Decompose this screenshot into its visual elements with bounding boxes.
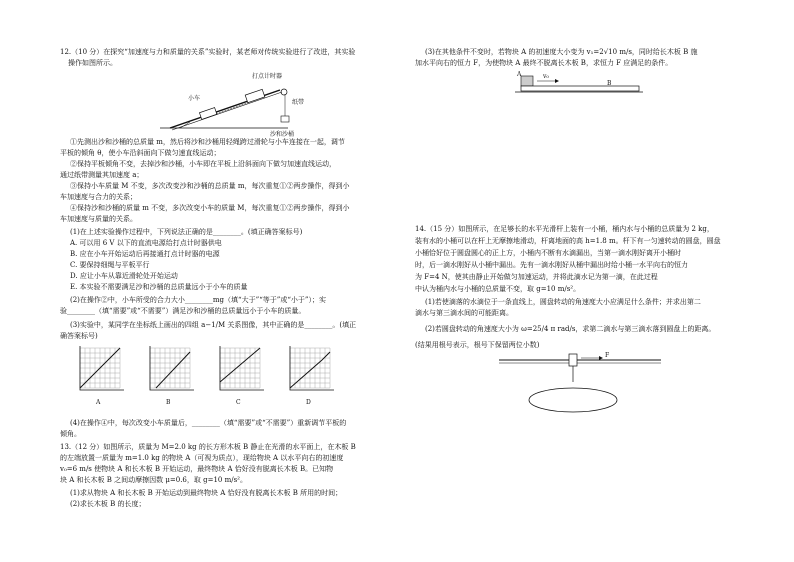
q14-line: 14.（15 分）如图所示，在足够长的水平光滑杆上装有一小桶，桶内水与小桶的总质量为 2 kg， xyxy=(415,225,714,233)
q13-line: (2)求长木板 B 的长度； xyxy=(70,500,146,508)
graph-option-a xyxy=(80,346,124,406)
q12-sub2: (2)在操作②中，小车所受的合力大小________mg（填“大于”“等于”或“小于”）；实 xyxy=(70,296,327,304)
q12-option-d: D. 应让小车从靠近滑轮处开始运动 xyxy=(70,272,178,280)
q13-line: 的左端放置一质量为 m=1.0 kg 的物块 A（可视为质点），现给物块 A 以水平向右的初速度 xyxy=(60,454,344,462)
block-board-figure xyxy=(515,72,645,100)
q14-line: (结果用根号表示，根号下保留两位小数) xyxy=(415,341,540,349)
q12-sub1: (1)在上述实验操作过程中，下列说法正确的是________。(填正确答案标号) xyxy=(70,228,303,236)
graph-letter: A xyxy=(96,399,101,406)
fig-label-b: B xyxy=(607,80,612,87)
q14-line: 中认为桶内水与小桶的总质量不变，取 g=10 m/s²。 xyxy=(415,285,581,293)
q12-step: ②保持平板倾角不变，去掉沙和沙桶，小车即在平板上沿斜面向下做匀加速直线运动， xyxy=(70,160,336,168)
graph-option-b xyxy=(150,346,194,406)
q14-line: 小桶恰好位于圆盘圆心的正上方，小桶内不断有水滴漏出，当第一滴水刚好离开小桶时 xyxy=(415,249,681,257)
q14-line: 滴水与第三滴水间的可能距离。 xyxy=(415,309,513,317)
q12-sub4: (4)在操作④中，每次改变小车质量后，________（填“需要”或“不需要”）重新调节平板的 xyxy=(70,419,347,427)
q12-option-a: A. 可以用 6 V 以下的直流电源给打点计时器供电 xyxy=(70,239,222,247)
fig-label-bucket: 沙和沙桶 xyxy=(270,131,295,138)
q12-step: ③保持小车质量 M 不变，多次改变沙和沙桶的总质量 m，每次重复①②两步操作，得到小 xyxy=(70,182,350,190)
q14-line: 时，后一滴水刚好从小桶中漏出。先有一滴水刚好从桶中漏出时给小桶一水平向右的恒力 xyxy=(415,261,688,269)
q13-line: v₀=6 m/s 使物块 A 和长木板 B 开始运动，最终物块 A 恰好没有脱离长木板 B。已知物 xyxy=(60,465,334,473)
q12-step: 车加速度与合力的关系； xyxy=(60,193,137,201)
q12-step: 平板的倾角 θ，使小车沿斜面向下做匀速直线运动； xyxy=(60,149,221,157)
graph-option-d xyxy=(290,346,334,406)
fig-label-timer: 打点计时器 xyxy=(252,73,283,80)
fig-label-tape: 纸带 xyxy=(292,99,305,106)
q12-step: 车加速度与质量的关系。 xyxy=(60,215,137,223)
q12-sub3-cont: 确答案标号) xyxy=(60,332,98,340)
incline-figure xyxy=(160,70,305,138)
q13-line: 块 A 和长木板 B 之间动摩擦因数 μ=0.6，取 g=10 m/s²。 xyxy=(60,476,247,484)
q14-line: (1)若使滴落的水滴位于一条直线上，圆盘转动的角速度大小应满足什么条件；并求出第二 xyxy=(425,298,701,306)
graph-letter: B xyxy=(166,399,171,406)
q13-sub3-cont: 加水平向右的恒力 F，为使物块 A 最终不脱离长木板 B，求恒力 F 应满足的条件。 xyxy=(415,59,673,67)
q12-step: 通过纸带测量其加速度 a； xyxy=(60,171,144,179)
q12-step: ①先测出沙和沙桶的总质量 m，然后将沙和沙桶用轻绳跨过滑轮与小车连接在一起，调节 xyxy=(70,138,345,146)
q12-option-c: C. 要保持细绳与平板平行 xyxy=(70,261,150,269)
q14-line: (2)若圆盘转动的角速度大小为 ω=25/4 π rad/s，求第二滴水与第三滴水落到圆盘上的距离。 xyxy=(425,325,716,333)
q13-sub3: (3)在其他条件不变时，若物块 A 的初速度大小变为 v₁=2√10 m/s，同时给长木板 B 施 xyxy=(425,48,698,56)
graph-option-c xyxy=(220,346,264,406)
q13-line: 13.（12 分）如图所示，质量为 M=2.0 kg 的长方形木板 B 静止在光滑的水平面上，在木板 B xyxy=(60,443,356,451)
graph-letter: C xyxy=(236,399,241,406)
q12-sub4-cont: 倾角。 xyxy=(60,430,81,438)
graph-letter: D xyxy=(306,399,311,406)
q12-option-e: E. 本实验不需要满足沙和沙桶的总质量远小于小车的质量 xyxy=(70,283,248,291)
fig-label-f: F xyxy=(605,352,610,359)
q12-sub2-cont: 验________（填“需要”或“不需要”）满足沙和沙桶的总质量远小于小车的质量。 xyxy=(60,307,306,315)
fig-label-v0: v₀ xyxy=(543,73,549,80)
graph-options xyxy=(80,344,350,416)
q12-option-b: B. 应在小车开始运动后再接通打点计时器的电源 xyxy=(70,250,220,258)
q14-line: 装有水的小桶可以在杆上无摩擦地滑动，杆离地面的高 h=1.8 m。杆下有一匀速转动的圆盘，圆盘 xyxy=(415,237,721,245)
q12-step: ④保持沙和沙桶的质量 m 不变，多次改变小车的质量 M，每次重复①②两步操作，得到小 xyxy=(70,204,350,212)
q12-header-cont: 操作如图所示。 xyxy=(68,59,117,67)
q12-header: 12.（10 分）在探究“加速度与力和质量的关系”实验时，某老师对传统实验进行了改进，其实验 xyxy=(60,48,356,56)
fig-label-a: A xyxy=(517,71,522,78)
disc-figure xyxy=(495,352,665,418)
fig-label-cart: 小车 xyxy=(188,95,201,102)
q13-line: (1)求从物块 A 和长木板 B 开始运动到最终物块 A 恰好没有脱离长木板 B 所用的时间； xyxy=(70,489,343,497)
q14-line: 为 F=4 N，使其由静止开始做匀加速运动，并将此滴水记为第一滴，在此过程 xyxy=(415,273,658,281)
q12-sub3: (3)实验中，某同学在坐标纸上画出的四组 a−1/M 关系图像，其中正确的是________。(填正 xyxy=(70,321,357,329)
